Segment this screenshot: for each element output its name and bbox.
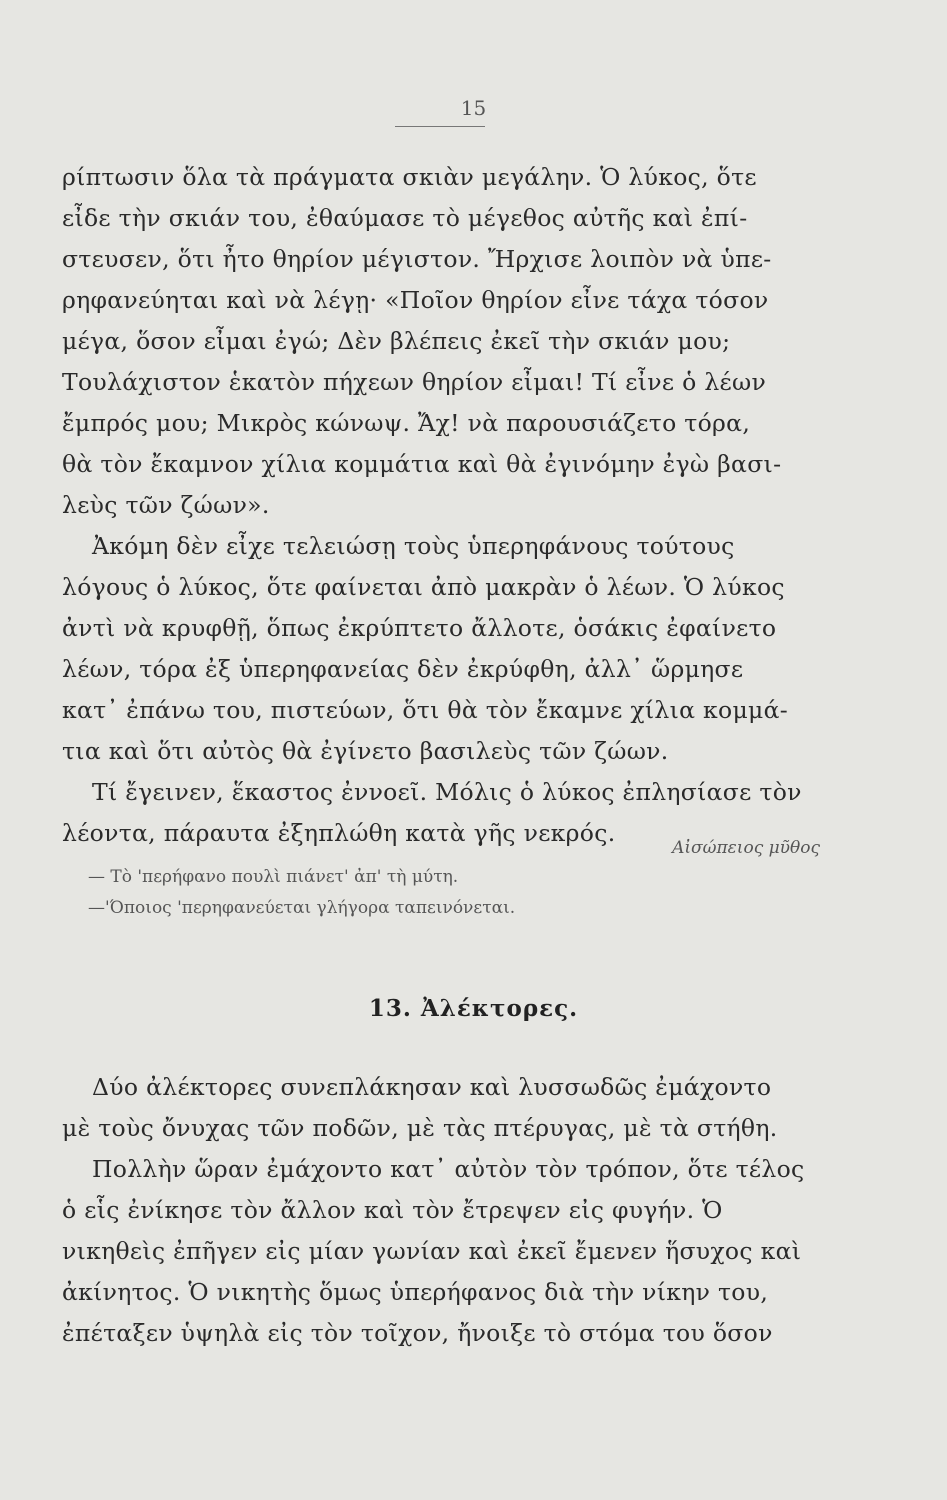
text-line: ρίπτωσιν ὅλα τὰ πράγματα σκιὰν μεγάλην. Ὁ λύκος, ὅτε	[62, 163, 757, 191]
fable-attribution: Αἰσώπειος μῦθος	[672, 838, 820, 858]
fable-text-top	[62, 157, 822, 854]
header-rule	[395, 126, 485, 127]
text-line: ἔμπρός μου; Μικρὸς κώνωψ. Ἄχ! νὰ παρουσιάζετο τόρα,	[62, 409, 751, 437]
text-line: Τί ἔγεινεν, ἕκαστος ἐννοεῖ. Μόλις ὁ λύκος ἐπλησίασε τὸν	[92, 778, 802, 806]
text-line: λεὺς τῶν ζώων».	[62, 491, 270, 519]
text-line: ἐπέταξεν ὑψηλὰ εἰς τὸν τοῖχον, ἤνοιξε τὸ στόμα του ὅσον	[62, 1319, 773, 1347]
text-line: θὰ τὸν ἔκαμνον χίλια κομμάτια καὶ θὰ ἐγινόμην ἐγὼ βασι-	[62, 450, 782, 478]
text-line: λέων, τόρα ἐξ ὑπερηφανείας δὲν ἐκρύφθη, ἀλλ᾽ ὥρμησε	[62, 655, 744, 683]
text-line: Τουλάχιστον ἑκατὸν πήχεων θηρίον εἶμαι! Τί εἶνε ὁ λέων	[62, 368, 767, 396]
text-line: λέοντα, πάραυτα ἐξηπλώθη κατὰ γῆς νεκρός.	[62, 819, 616, 847]
section-heading: 13. Ἀλέκτορες.	[368, 995, 579, 1022]
text-line: ἀντὶ νὰ κρυφθῇ, ὅπως ἐκρύπτετο ἄλλοτε, ὁσάκις ἐφαίνετο	[62, 614, 777, 642]
text-line: τια καὶ ὅτι αὐτὸς θὰ ἐγίνετο βασιλεὺς τῶν ζώων.	[62, 737, 669, 765]
text-line: ὁ εἷς ἐνίκησε τὸν ἄλλον καὶ τὸν ἔτρεψεν εἰς φυγήν. Ὁ	[62, 1196, 723, 1224]
text-line: στευσεν, ὅτι ἦτο θηρίον μέγιστον. Ἤρχισε λοιπὸν νὰ ὑπε-	[62, 245, 772, 273]
text-line: Δύο ἀλέκτορες συνεπλάκησαν καὶ λυσσωδῶς ἐμάχοντο	[92, 1073, 772, 1101]
text-line: κατ᾽ ἐπάνω του, πιστεύων, ὅτι θὰ τὸν ἔκαμνε χίλια κομμά-	[62, 696, 789, 724]
proverbs	[88, 862, 828, 924]
text-line: ρηφανεύηται καὶ νὰ λέγῃ· «Ποῖον θηρίον εἶνε τάχα τόσον	[62, 286, 769, 314]
text-line: Πολλὴν ὥραν ἐμάχοντο κατ᾽ αὐτὸν τὸν τρόπον, ὅτε τέλος	[92, 1155, 805, 1183]
text-line: μὲ τοὺς ὄνυχας τῶν ποδῶν, μὲ τὰς πτέρυγας, μὲ τὰ στήθη.	[62, 1114, 778, 1142]
fable-text-bottom	[62, 1067, 822, 1354]
proverb-line: — Τὸ 'περήφανο πουλὶ πιάνετ' ἀπ' τὴ μύτη.	[88, 867, 459, 887]
page-number: 15	[460, 96, 487, 120]
proverb-line: —'Όποιος 'περηφανεύεται γλήγορα ταπεινόνεται.	[88, 898, 516, 918]
text-line: μέγα, ὅσον εἶμαι ἐγώ; Δὲν βλέπεις ἐκεῖ τὴν σκιάν μου;	[62, 327, 731, 355]
text-line: λόγους ὁ λύκος, ὅτε φαίνεται ἀπὸ μακρὰν ὁ λέων. Ὁ λύκος	[62, 573, 785, 601]
text-line: Ἀκόμη δὲν εἶχε τελειώσῃ τοὺς ὑπερηφάνους τούτους	[92, 532, 735, 560]
text-line: εἶδε τὴν σκιάν του, ἐθαύμασε τὸ μέγεθος αὐτῆς καὶ ἐπί-	[62, 204, 748, 232]
text-line: νικηθεὶς ἐπῆγεν εἰς μίαν γωνίαν καὶ ἐκεῖ ἔμενεν ἥσυχος καὶ	[62, 1237, 802, 1265]
text-line: ἀκίνητος. Ὁ νικητὴς ὅμως ὑπερήφανος διὰ τὴν νίκην του,	[62, 1278, 769, 1306]
